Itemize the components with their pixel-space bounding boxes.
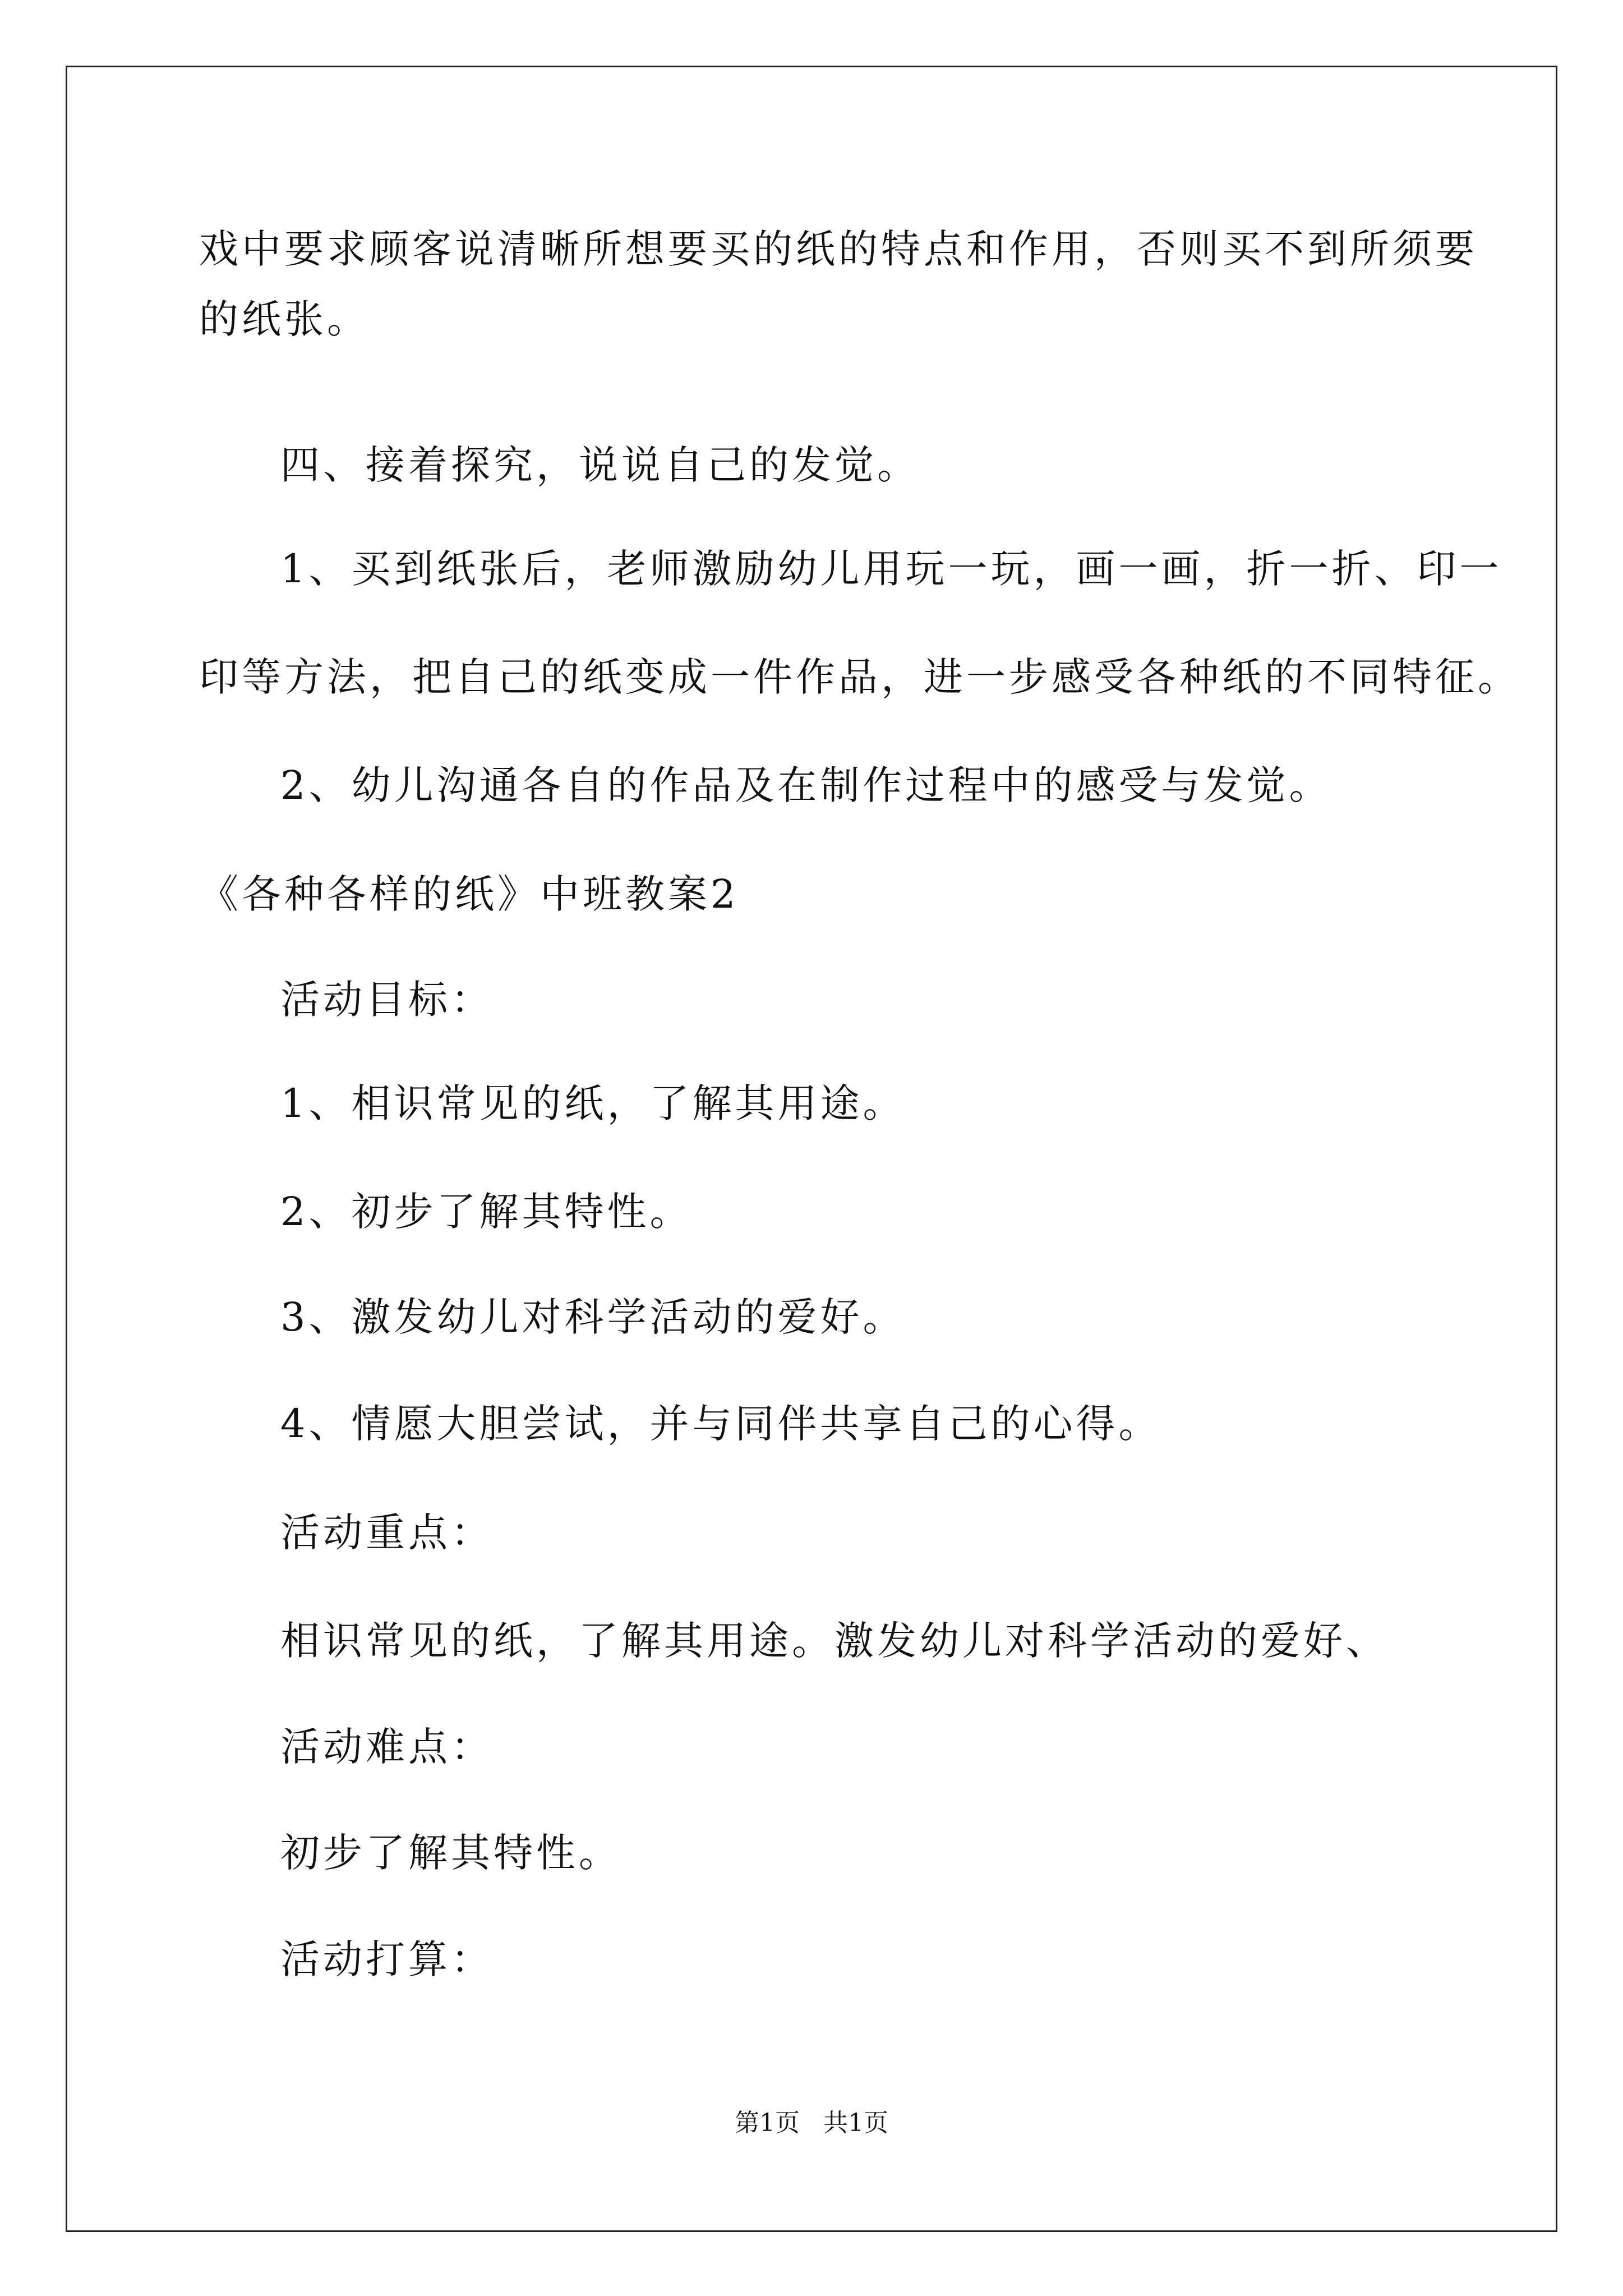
body-line: 1、买到纸张后，老师激励幼儿用玩一玩，画一画，折一折、印一 [280, 546, 1502, 592]
body-line: 初步了解其特性。 [280, 1830, 621, 1876]
body-line: 戏中要求顾客说清晰所想要买的纸的特点和作用，否则买不到所须要 [199, 226, 1478, 272]
list-item: 3、激发幼儿对科学活动的爱好。 [280, 1294, 906, 1340]
list-item: 4、情愿大胆尝试，并与同伴共享自己的心得。 [280, 1401, 1161, 1447]
page-border [66, 66, 1557, 2232]
body-line: 印等方法，把自己的纸变成一件作品，进一步感受各种纸的不同特征。 [199, 654, 1520, 700]
section-heading: 活动目标： [280, 977, 494, 1023]
section-heading: 活动难点： [280, 1724, 494, 1770]
section-heading: 四、接着探究，说说自己的发觉。 [280, 442, 920, 488]
list-item: 1、相识常见的纸，了解其用途。 [280, 1080, 906, 1126]
document-title: 《各种各样的纸》中班教案2 [199, 871, 739, 917]
section-heading: 活动打算： [280, 1936, 494, 1982]
body-line: 的纸张。 [199, 296, 370, 342]
body-line: 2、幼儿沟通各自的作品及在制作过程中的感受与发觉。 [280, 762, 1332, 808]
list-item: 2、初步了解其特性。 [280, 1189, 693, 1235]
section-heading: 活动重点： [280, 1510, 494, 1556]
body-line: 相识常见的纸，了解其用途。激发幼儿对科学活动的爱好、 [280, 1618, 1389, 1664]
page-number: 第1页 共1页 [735, 2109, 888, 2137]
